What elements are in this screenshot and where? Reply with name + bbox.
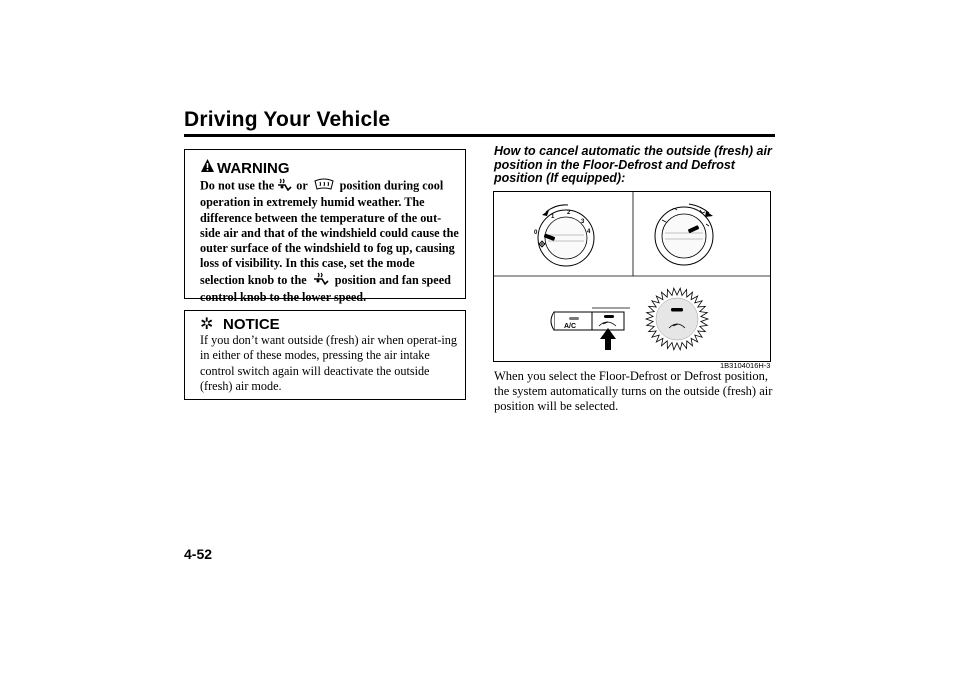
section-title: Driving Your Vehicle	[184, 108, 391, 131]
fan-label-2: 2	[567, 210, 571, 216]
figure-code: 1B3104016H-3	[720, 361, 771, 370]
ac-label: A/C	[564, 323, 577, 330]
fan-speed-knob	[534, 205, 594, 266]
notice-title: NOTICE	[223, 316, 280, 333]
notice-star-icon: ✲	[200, 316, 214, 333]
header-rule	[184, 134, 775, 137]
section-body: When you select the Floor-Defrost or Defrost position, the system automatically turns on the outside (fresh) air position will be selected.	[494, 369, 773, 413]
notice-box	[184, 310, 466, 400]
indicator-highlight	[646, 288, 708, 350]
fan-icon	[539, 241, 545, 247]
section-heading: How to cancel automatic the outside (fresh) air position in the Floor-Defrost and Defrost position (If equipped):	[494, 144, 772, 185]
floor-defrost-icon	[310, 272, 332, 290]
mode-selection-knob	[655, 204, 713, 265]
floor-defrost-icon	[277, 178, 293, 195]
warning-text: Do not use the or position during cool operation in extremely humid weather. The difference between the temperature of the out-side air and that of the windshield could cause the outer surface of the windshield to fog up, causing loss of visibility. In this case, set the mode selection knob to the position and fan speed control knob to the lower speed.	[200, 178, 459, 305]
fan-label-0: 0	[534, 230, 538, 236]
fan-label-3: 3	[581, 219, 585, 225]
fan-label-1: 1	[551, 214, 555, 220]
warning-box	[184, 149, 466, 305]
warning-triangle-icon	[200, 158, 215, 178]
press-arrow-icon	[600, 328, 616, 350]
air-intake-button	[592, 312, 624, 350]
climate-control-figure	[493, 191, 771, 362]
fan-label-4: 4	[587, 229, 591, 235]
page-number: 4-52	[184, 546, 213, 562]
warning-title: WARNING	[217, 160, 290, 177]
defrost-icon	[311, 178, 337, 195]
figure-illustration	[494, 192, 770, 361]
notice-text: If you don’t want outside (fresh) air when operat-ing in either of these modes, pressing the air intake control switch again will deactivate the outside (fresh) air mode.	[200, 333, 457, 393]
